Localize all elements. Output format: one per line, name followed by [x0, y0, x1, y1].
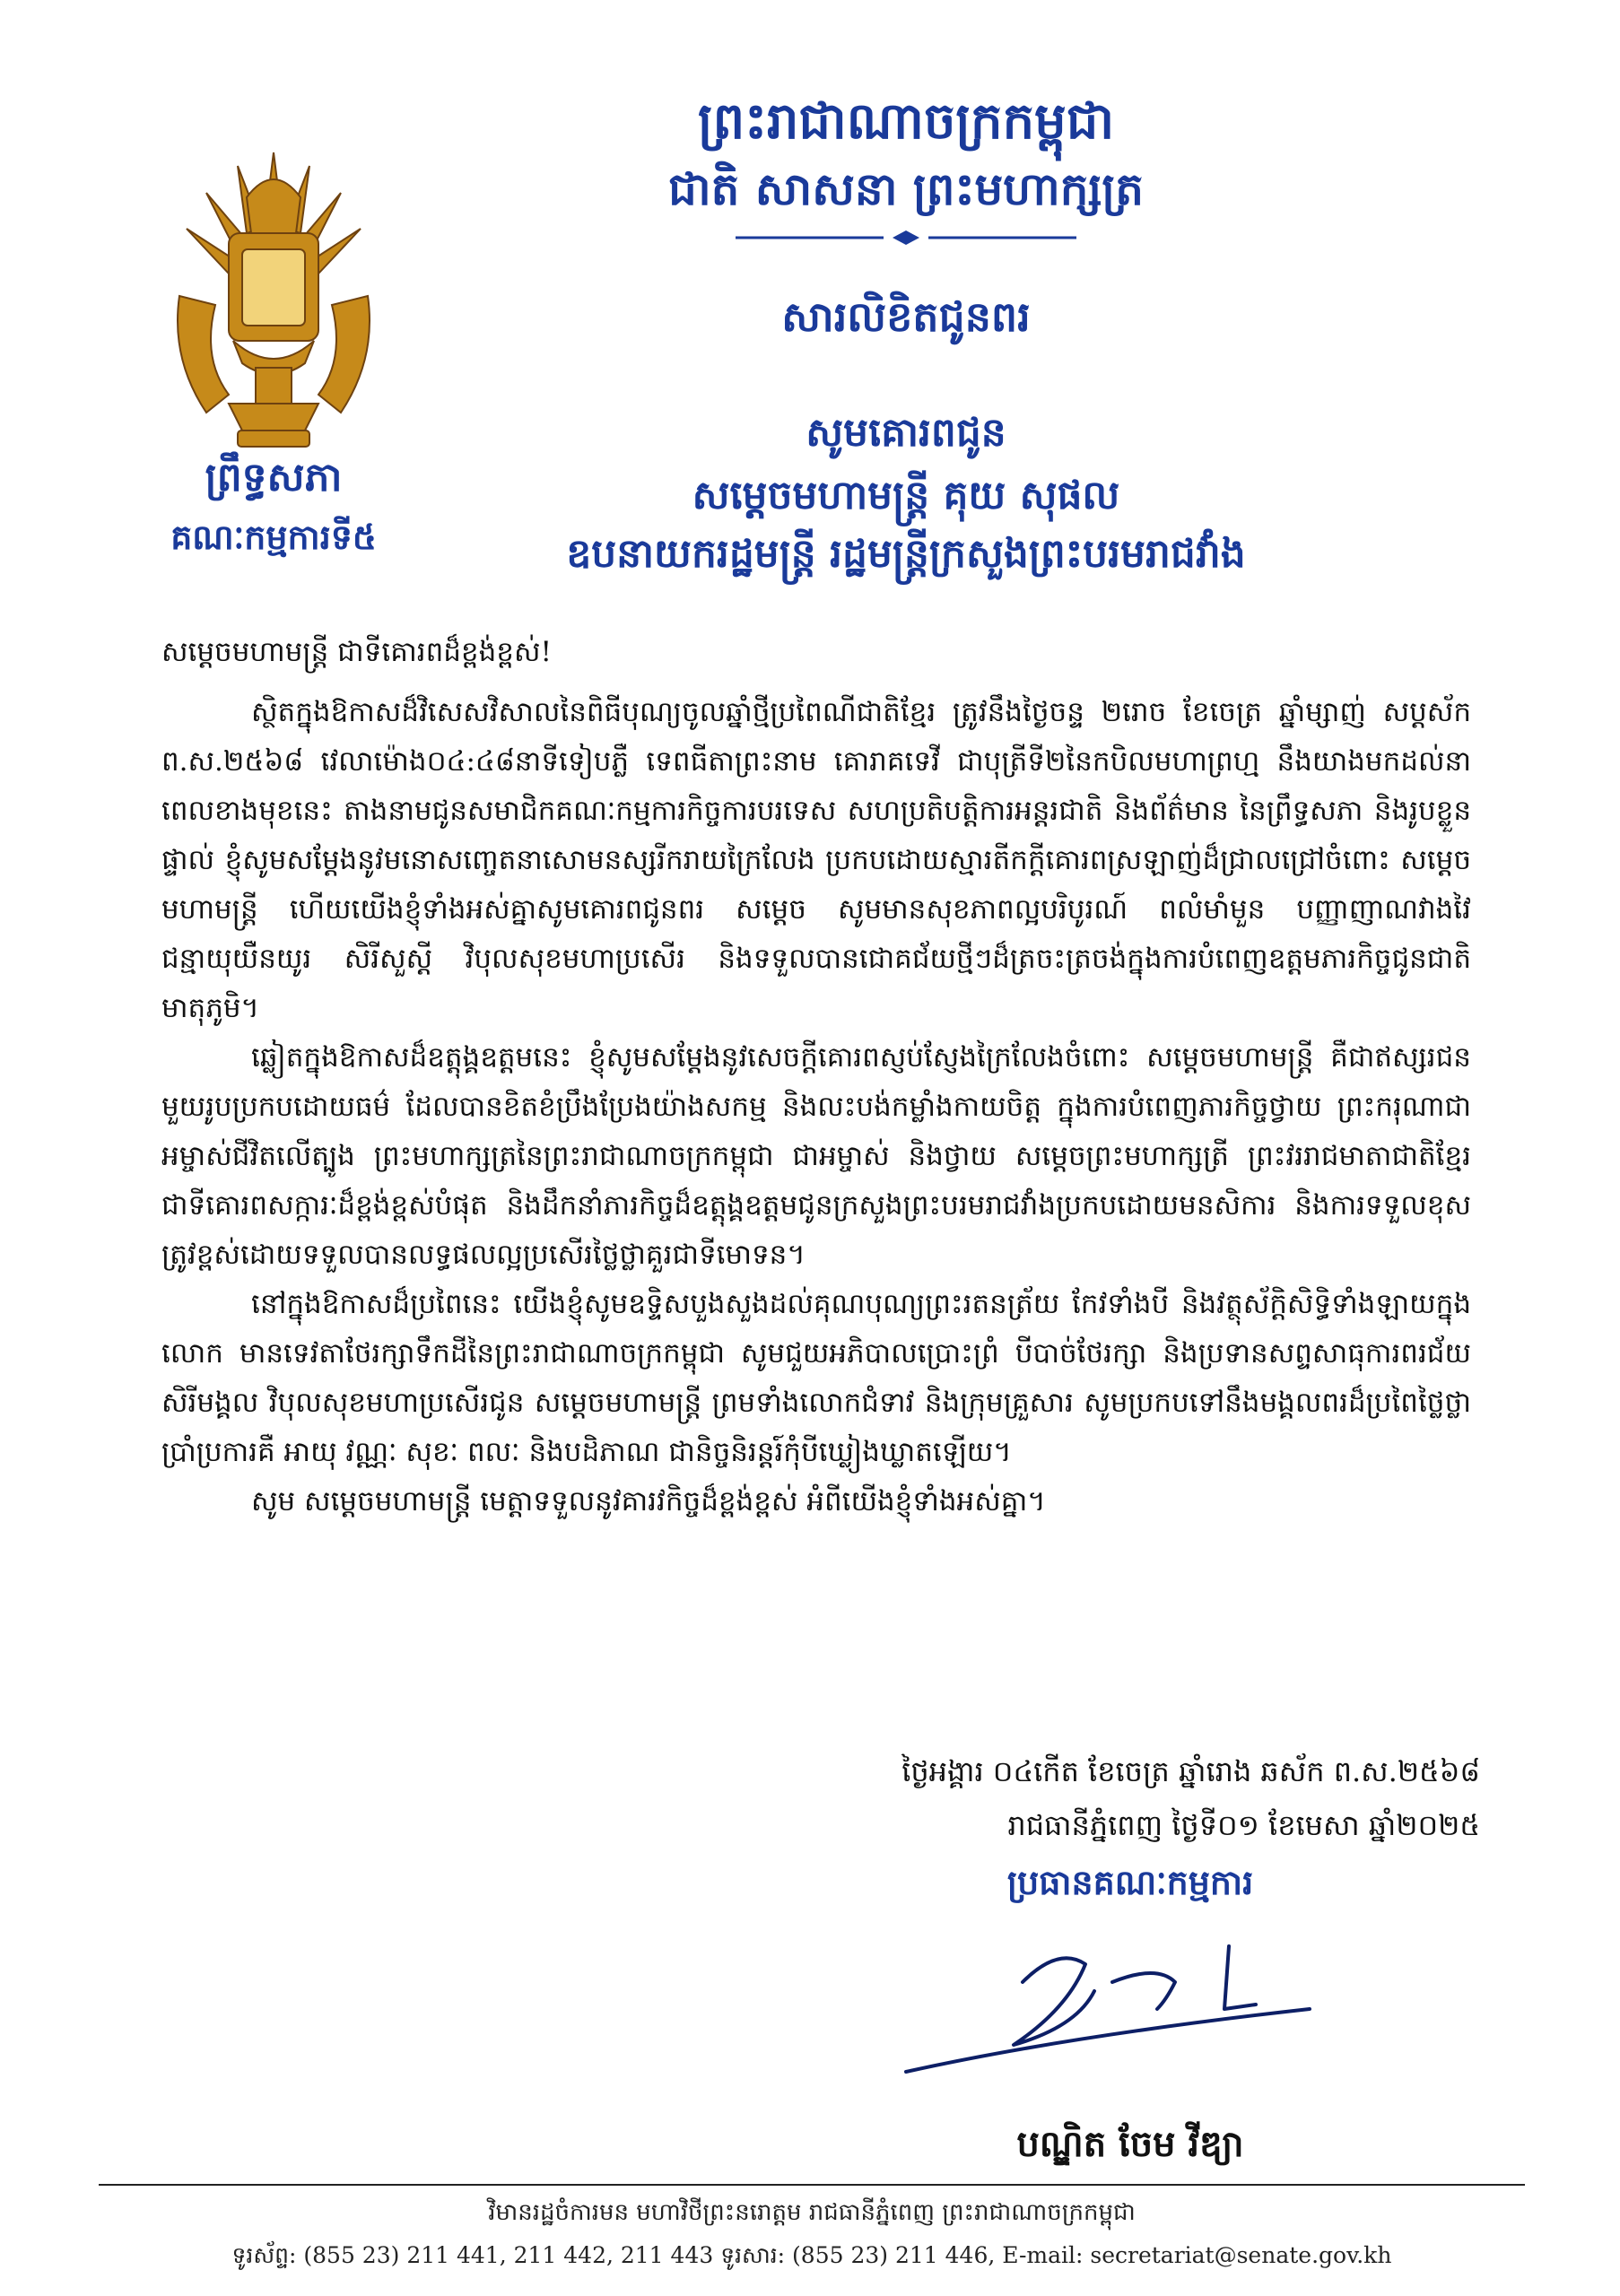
footer-contacts: ទូរស័ព្ទ: (855 23) 211 441, 211 442, 211 443 ទូរសារ: (855 23) 211 446, E-mail: secretariat@senate.gov.kh: [231, 2242, 1392, 2268]
letter-body: [161, 628, 1471, 1526]
committee-name: គណៈកម្មការទី៥: [170, 517, 377, 557]
recipient-line: សូមគោរពជូន: [806, 410, 1006, 456]
divider-ornament-icon: [736, 229, 1076, 247]
recipient-title: ឧបនាយករដ្ឋមន្ត្រី រដ្ឋមន្ត្រីក្រសួងព្រះបរមរាជវាំង: [566, 531, 1246, 577]
paragraph-1: ស្ថិតក្នុងឱកាសដ៏វិសេសវិសាលនៃពិធីបុណ្យចូលឆ្នាំថ្មីប្រពៃណីជាតិខ្មែរ ត្រូវនឹងថ្ងៃចន្ទ ២រោច ខែចេត្រ ឆ្នាំម្សាញ់ សប្តស័ក ព.ស.២៥៦៨ វេលាម៉ោង០៤:៤៨នាទីទៀបភ្លឺ ទេពធីតាព្រះនាម គោរាគទេវី ជាបុត្រីទី២នៃកបិលមហាព្រហ្ម នឹងយាងមកដល់នាពេលខាងមុខនេះ តាងនាមជូនសមាជិកគណៈកម្មការកិច្ចការបរទេស សហប្រតិបត្តិការអន្តរជាតិ និងព័ត៌មាន នៃព្រឹទ្ធសភា និងរូបខ្លួនផ្ទាល់ ខ្ញុំសូមសម្តែងនូវមនោសញ្ចេតនាសោមនស្សរីករាយក្រៃលែង ប្រកបដោយស្មារតីកក្តីគោរពស្រឡាញ់ដ៏ជ្រាលជ្រៅចំពោះ សម្តេចមហាមន្ត្រី ហើយយើងខ្ញុំទាំងអស់គ្នាសូមគោរពជូនពរ សម្តេច សូមមានសុខភាពល្អបរិបូរណ៍ ពលំមាំមួន បញ្ញាញាណវាងវៃ ជន្មាយុយឺនយូរ សិរីសួស្តី វិបុលសុខមហាប្រសើរ និងទទួលបានជោគជ័យថ្មីៗដ៏ត្រចះត្រចង់ក្នុងការបំពេញឧត្តមភារកិច្ចជូនជាតិមាតុភូមិ។: [161, 696, 1471, 1024]
footer-divider: [99, 2184, 1525, 2186]
national-motto: ជាតិ សាសនា ព្រះមហាក្សត្រ: [668, 162, 1144, 215]
royal-emblem-icon: [152, 144, 395, 457]
footer-address: វិមានរដ្ឋចំការមន មហាវិថីព្រះនរោត្តម រាជធានីភ្នំពេញ ព្រះរាជាណាចក្រកម្ពុជា: [488, 2199, 1136, 2226]
lunar-date: ថ្ងៃអង្គារ ០៤កើត ខែចេត្រ ឆ្នាំរោង ឆស័ក ព.ស.២៥៦៨: [901, 1754, 1480, 1788]
letter-title: សារលិខិតជូនពរ: [781, 292, 1031, 341]
paragraph-3: នៅក្នុងឱកាសដ៏ប្រពៃនេះ យើងខ្ញុំសូមឧទ្ទិសបួងសួងដល់គុណបុណ្យព្រះរតនត្រ័យ កែវទាំងបី និងវត្ថុស័ក្តិសិទ្ធិទាំងឡាយក្នុងលោក មានទេវតាថែរក្សាទឹកដីនៃព្រះរាជាណាចក្រកម្ពុជា សូមជួយអភិបាលប្រោះព្រំ បីបាច់ថែរក្សា និងប្រទានសព្ទសាធុការពរជ័យ សិរីមង្គល វិបុលសុខមហាប្រសើរជូន សម្តេចមហាមន្ត្រី ព្រមទាំងលោកជំទាវ និងក្រុមគ្រួសារ សូមប្រកបទៅនឹងមង្គលពរដ៏ប្រពៃថ្លៃថ្លាប្រាំប្រការគឺ អាយុ វណ្ណៈ សុខៈ ពលៈ និងបដិភាណ ជានិច្ចនិរន្តរ៍កុំបីឃ្លៀងឃ្លាតឡើយ។: [161, 1288, 1471, 1468]
recipient-name: សម្តេចមហាមន្ត្រី គុយ សុផល: [692, 473, 1120, 518]
signature-image: [888, 1928, 1319, 2081]
solar-date: រាជធានីភ្នំពេញ ថ្ងៃទី០១ ខែមេសា ឆ្នាំ២០២៥: [1007, 1808, 1480, 1842]
kingdom-title: ព្រះរាជាណាចក្រកម្ពុជា: [697, 91, 1115, 151]
signer-position: ប្រធានគណៈកម្មការ: [1006, 1862, 1254, 1902]
signer-name: បណ្ឌិត ចែម វីឌ្យា: [1016, 2123, 1244, 2165]
paragraph-2: ឆ្លៀតក្នុងឱកាសដ៏ឧត្តុង្គឧត្តមនេះ ខ្ញុំសូមសម្តែងនូវសេចក្តីគោរពស្ញប់ស្ញែងក្រៃលែងចំពោះ សម្តេចមហាមន្ត្រី គឺជាឥស្សរជនមួយរូបប្រកបដោយធម៌ ដែលបានខិតខំប្រឹងប្រែងយ៉ាងសកម្ម និងលះបង់កម្លាំងកាយចិត្ត ក្នុងការបំពេញភារកិច្ចថ្វាយ ព្រះករុណាជាអម្ចាស់ជីវិតលើត្បូង ព្រះមហាក្សត្រនៃព្រះរាជាណាចក្រកម្ពុជា ជាអម្ចាស់ និងថ្វាយ សម្តេចព្រះមហាក្សត្រី ព្រះវររាជមាតាជាតិខ្មែរ ជាទីគោរពសក្ការៈដ៏ខ្ពង់ខ្ពស់បំផុត និងដឹកនាំភារកិច្ចដ៏ឧត្តុង្គឧត្តមជូនក្រសួងព្រះបរមរាជវាំងប្រកបដោយមនសិការ និងការទទួលខុសត្រូវខ្ពស់ដោយទទួលបានលទ្ធផលល្អប្រសើរថ្លៃថ្លាគួរជាទីមោទន។: [161, 1041, 1471, 1271]
salutation: សម្តេចមហាមន្ត្រី ជាទីគោរពដ៏ខ្ពង់ខ្ពស់!: [161, 636, 552, 668]
senate-name: ព្រឹទ្ធសភា: [205, 455, 343, 500]
closing-line: សូម សម្តេចមហាមន្ត្រី មេត្តាទទួលនូវគារវកិច្ចដ៏ខ្ពង់ខ្ពស់ អំពីយើងខ្ញុំទាំងអស់គ្នា។: [251, 1485, 1046, 1518]
